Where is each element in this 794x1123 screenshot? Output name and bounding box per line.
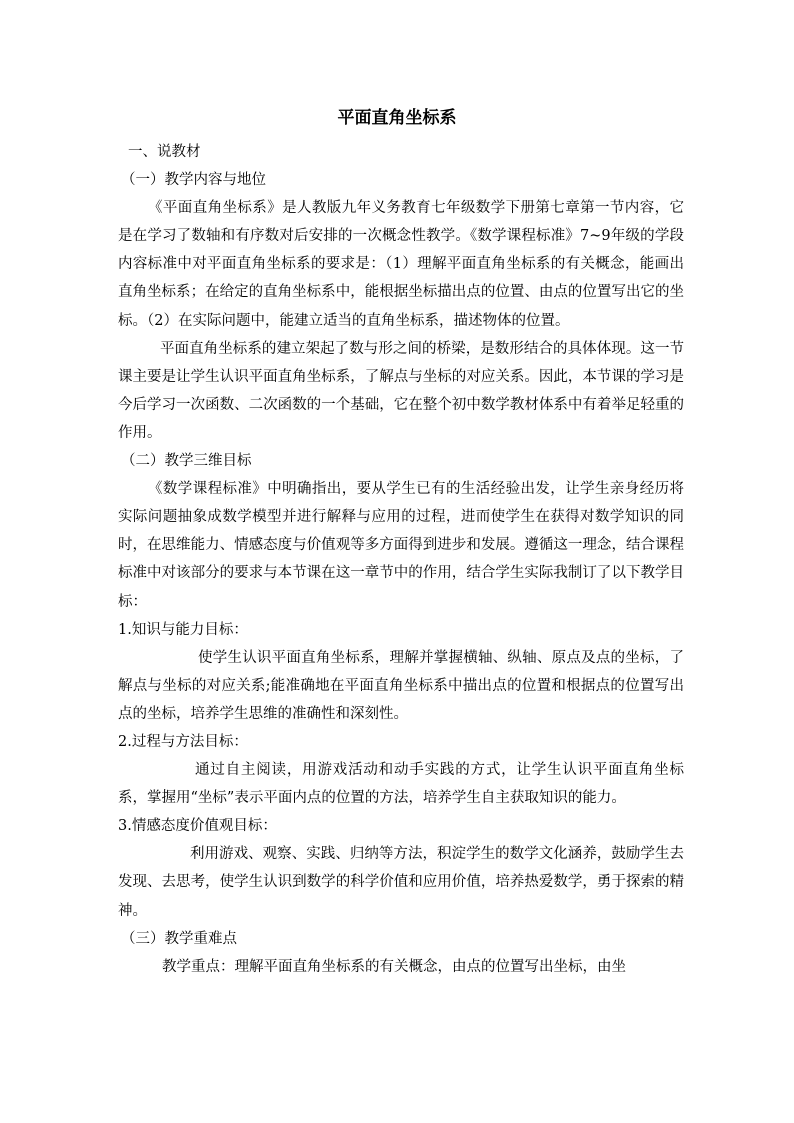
goal-heading-3: 3.情感态度价值观目标：	[118, 818, 277, 835]
paragraph-curriculum-standard: 《数学课程标准》中明确指出，要从学生已有的生活经验出发，让学生亲身经历将实际问题抽象成数学模型并进行解释与应用的过程，进而使学生在获得对数学知识的同时，在思维能力、情感态度与价值观等多方面得到进步和发展。遵循这一理念，结合课程标准中对该部分的要求与本节课在这一章节中的作用，结合学生实际我制订了以下教学目标：	[118, 481, 684, 610]
paragraph-content-position: 《平面直角坐标系》是人教版九年义务教育七年级数学下册第七章第一节内容，它是在学习了数轴和有序数对后安排的一次概念性教学。《数学课程标准》7~9年级的学段内容标准中对平面直角坐标系的要求是：（1）理解平面直角坐标系的有关概念，能画出直角坐标系；在给定的直角坐标系中，能根据坐标描出点的位置、由点的位置写出它的坐标。（2）在实际问题中，能建立适当的直角坐标系，描述物体的位置。	[118, 200, 684, 329]
paragraph-key-points: 教学重点：理解平面直角坐标系的有关概念，由点的位置写出坐标，由坐	[162, 958, 626, 975]
subsection-heading-2: （二）教学三维目标	[121, 453, 252, 470]
paragraph-significance: 平面直角坐标系的建立架起了数与形之间的桥梁，是数形结合的具体体现。这一节课主要是让学生认识平面直角坐标系，了解点与坐标的对应关系。因此，本节课的学习是今后学习一次函数、二次函数的一个基础，它在整个初中数学教材体系中有着举足轻重的作用。	[118, 340, 684, 441]
subsection-heading-1: （一）教学内容与地位	[121, 172, 266, 189]
goal-text-3: 利用游戏、观察、实践、归纳等方法，积淀学生的数学文化涵养，鼓励学生去发现、去思考，使学生认识到数学的科学价值和应用价值，培养热爱数学，勇于探索的精神。	[118, 846, 684, 919]
goal-heading-2: 2.过程与方法目标：	[118, 733, 248, 750]
goal-text-2: 通过自主阅读，用游戏活动和动手实践的方式，让学生认识平面直角坐标系，掌握用“坐标”表示平面内点的位置的方法，培养学生自主获取知识的能力。	[118, 762, 684, 807]
document-title: 平面直角坐标系	[337, 108, 457, 128]
document-body	[118, 138, 684, 981]
goal-text-1: 使学生认识平面直角坐标系，理解并掌握横轴、纵轴、原点及点的坐标，了解点与坐标的对应关系;能准确地在平面直角坐标系中描出点的位置和根据点的位置写出点的坐标，培养学生思维的准确性和深刻性。	[118, 649, 684, 722]
goal-heading-1: 1.知识与能力目标：	[118, 621, 248, 638]
section-heading-1: 一、说教材	[128, 144, 201, 160]
subsection-heading-3: （三）教学重难点	[121, 930, 237, 947]
